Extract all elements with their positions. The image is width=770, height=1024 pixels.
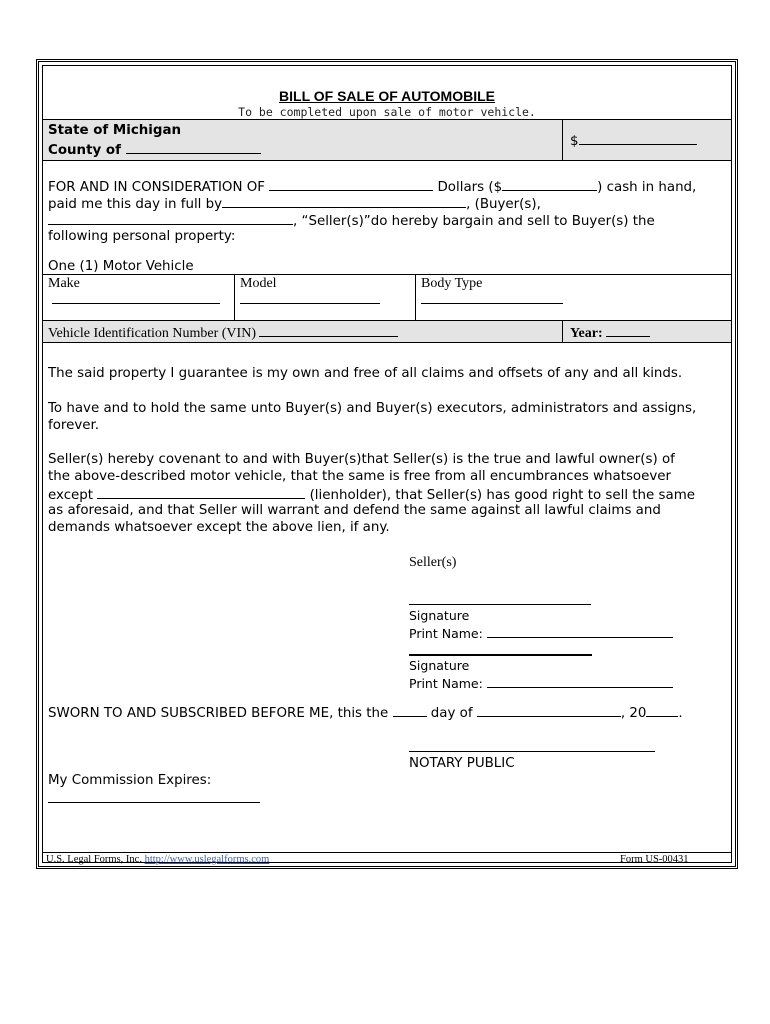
seller-signature-line-1[interactable] xyxy=(409,604,591,605)
hold-line-1: To have and to hold the same unto Buyer(s) and Buyer(s) executors, administrators and assigns, xyxy=(48,401,697,416)
state-label: State of Michigan xyxy=(48,123,182,138)
divider xyxy=(43,342,731,343)
vin-label-text: Vehicle Identification Number (VIN) xyxy=(48,326,256,341)
dollars-text: Dollars ($ xyxy=(437,180,503,195)
consideration-line-2 xyxy=(48,195,541,212)
print-name-field-1[interactable] xyxy=(487,625,673,638)
signature-label: Signature xyxy=(409,658,470,673)
sworn-text: SWORN TO AND SUBSCRIBED BEFORE ME, this the xyxy=(48,706,389,721)
notary-label: NOTARY PUBLIC xyxy=(409,756,515,771)
county-label-text: County of xyxy=(48,143,121,158)
seller-signature-line-2[interactable] xyxy=(409,654,592,656)
vin-label xyxy=(48,324,398,342)
consideration-text: FOR AND IN CONSIDERATION OF xyxy=(48,180,265,195)
form-body xyxy=(42,65,732,863)
commission-field[interactable] xyxy=(48,802,260,803)
lienholder-field[interactable] xyxy=(97,486,305,499)
form-border xyxy=(36,59,738,869)
vin-field[interactable] xyxy=(259,324,398,337)
print-name-text: Print Name: xyxy=(409,626,483,641)
model-label: Model xyxy=(240,276,277,291)
print-name-field-2[interactable] xyxy=(487,675,673,688)
consideration-line-3 xyxy=(48,212,655,229)
lienholder-text: (lienholder), that Seller(s) has good right to sell the same xyxy=(309,488,695,503)
year-prefix-text: , 20 xyxy=(620,706,647,721)
sworn-month-field[interactable] xyxy=(477,704,621,717)
form-title: BILL OF SALE OF AUTOMOBILE xyxy=(279,88,495,104)
footer-company xyxy=(46,854,269,865)
make-field[interactable] xyxy=(52,303,220,304)
commission-label: My Commission Expires: xyxy=(48,773,212,788)
divider xyxy=(43,160,731,161)
footer-company-text: U.S. Legal Forms, Inc. xyxy=(46,854,142,865)
print-name-label xyxy=(409,625,673,641)
dollar-sign: $ xyxy=(570,134,579,149)
seller-text: , “Seller(s)”do hereby bargain and sell to Buyer(s) the xyxy=(293,214,655,229)
sworn-day-field[interactable] xyxy=(393,704,427,717)
seller-label: Seller(s) xyxy=(409,555,457,570)
seller-field[interactable] xyxy=(48,212,293,225)
signature-label: Signature xyxy=(409,608,470,623)
cash-text: ) cash in hand, xyxy=(597,180,697,195)
covenant-line-1: Seller(s) hereby covenant to and with Buyer(s)that Seller(s) is the true and lawful owner(s) of xyxy=(48,452,675,467)
footer-link[interactable]: http://www.uslegalforms.com xyxy=(144,854,270,865)
covenant-line-2: the above-described motor vehicle, that the same is free from all encumbrances whatsoever xyxy=(48,469,672,484)
guarantee-text: The said property I guarantee is my own and free of all claims and offsets of any and all kinds. xyxy=(48,366,683,381)
amount-field[interactable] xyxy=(579,132,697,145)
hold-line-2: forever. xyxy=(48,418,100,433)
county-label xyxy=(48,141,261,158)
footer-form-number: Form US-00431 xyxy=(620,854,689,865)
make-label: Make xyxy=(48,276,80,291)
year-label xyxy=(570,324,650,342)
consideration-line-1 xyxy=(48,178,696,195)
year-field[interactable] xyxy=(606,324,650,337)
amount-label xyxy=(570,132,697,149)
except-text: except xyxy=(48,488,94,503)
sworn-line xyxy=(48,704,683,721)
day-of-text: day of xyxy=(430,706,473,721)
print-name-text: Print Name: xyxy=(409,676,483,691)
body-type-label: Body Type xyxy=(421,276,483,291)
divider xyxy=(43,852,731,853)
consideration-amount-field[interactable] xyxy=(269,178,433,191)
divider xyxy=(562,321,563,342)
year-label-text: Year: xyxy=(570,326,603,341)
divider xyxy=(234,274,235,320)
covenant-line-4: as aforesaid, and that Seller will warrant and defend the same against all lawful claims and xyxy=(48,503,661,518)
divider xyxy=(43,274,731,275)
model-field[interactable] xyxy=(240,303,380,304)
notary-signature-line[interactable] xyxy=(409,751,655,752)
dollars-field[interactable] xyxy=(502,178,597,191)
body-type-field[interactable] xyxy=(421,303,563,304)
period-text: . xyxy=(678,706,683,721)
divider xyxy=(562,120,563,160)
consideration-line-4: following personal property: xyxy=(48,229,236,244)
buyer-text: , (Buyer(s), xyxy=(466,197,541,212)
covenant-line-5: demands whatsoever except the above lien, if any. xyxy=(48,520,390,535)
paid-text: paid me this day in full by xyxy=(48,197,223,212)
vehicle-count: One (1) Motor Vehicle xyxy=(48,259,194,274)
county-field[interactable] xyxy=(126,141,261,154)
form-subtitle: To be completed upon sale of motor vehicle. xyxy=(238,105,536,119)
print-name-label xyxy=(409,675,673,691)
covenant-line-3 xyxy=(48,486,695,503)
buyer-field[interactable] xyxy=(222,195,466,208)
divider xyxy=(415,274,416,320)
sworn-year-field[interactable] xyxy=(646,704,678,717)
